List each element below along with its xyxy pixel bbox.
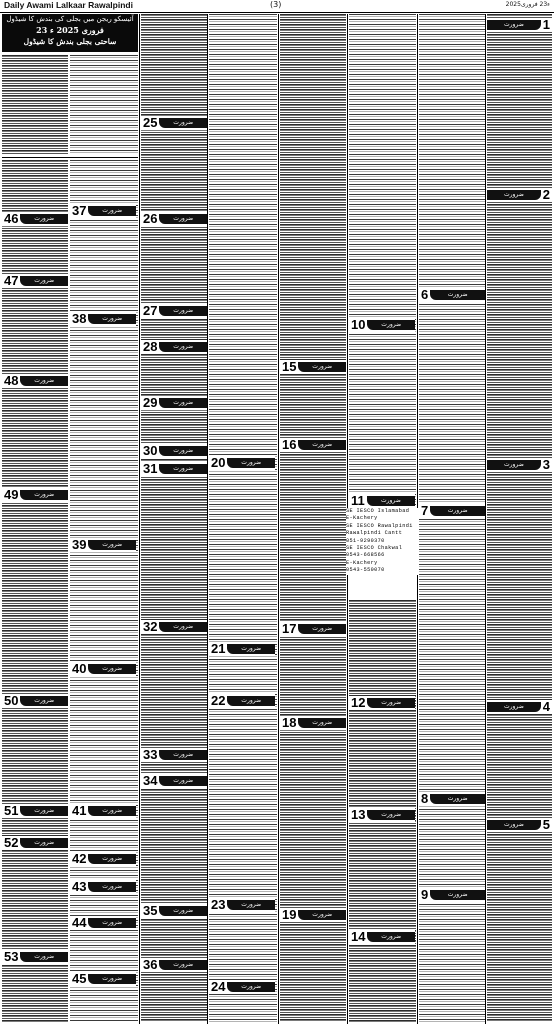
ad-category-tag: ضرورت <box>298 910 346 920</box>
article-text-column <box>2 160 68 1022</box>
ad-category-tag: ضرورت <box>159 118 207 128</box>
ad-number: 26 <box>143 211 158 226</box>
ad-number-marker <box>419 792 485 806</box>
ad-number-marker <box>141 774 207 788</box>
ad-number-marker <box>209 980 275 994</box>
ad-category-tag: ضرورت <box>298 362 346 372</box>
ad-category-tag: ضرورت <box>159 342 207 352</box>
ad-number: 35 <box>143 903 158 918</box>
ad-number: 32 <box>143 619 158 634</box>
ad-number: 9 <box>421 887 429 902</box>
ad-number-marker <box>2 274 68 288</box>
ad-number-marker <box>280 438 346 452</box>
ad-number: 25 <box>143 115 158 130</box>
article-text-column <box>2 55 68 155</box>
ad-category-tag: ضرورت <box>159 776 207 786</box>
ad-number: 44 <box>72 915 87 930</box>
ad-category-tag: ضرورت <box>88 664 136 674</box>
ad-number: 18 <box>282 715 297 730</box>
ad-number: 33 <box>143 747 158 762</box>
schedule-line-2: 23 فروری 2025 ء <box>36 25 104 35</box>
ad-category-tag: ضرورت <box>20 276 68 286</box>
ad-number-marker <box>487 18 552 32</box>
ad-category-tag: ضرورت <box>159 214 207 224</box>
ad-category-tag: ضرورت <box>227 982 275 992</box>
ad-category-tag: ضرورت <box>20 490 68 500</box>
ad-number: 17 <box>282 621 297 636</box>
ad-category-tag: ضرورت <box>367 810 415 820</box>
ad-number: 19 <box>282 907 297 922</box>
power-schedule-box <box>2 14 138 52</box>
ad-category-tag: ضرورت <box>88 918 136 928</box>
ad-category-tag: ضرورت <box>367 320 415 330</box>
ad-number: 27 <box>143 303 158 318</box>
ad-number-marker <box>2 488 68 502</box>
ad-category-tag: ضرورت <box>227 644 275 654</box>
ad-number-marker <box>487 818 552 832</box>
column-rule <box>485 14 486 1024</box>
ad-category-tag: ضرورت <box>159 398 207 408</box>
ad-number-marker <box>2 694 68 708</box>
page-number: (3) <box>270 0 282 9</box>
ad-number-marker <box>141 748 207 762</box>
ad-category-tag: ضرورت <box>298 440 346 450</box>
column-rule <box>278 14 279 1024</box>
ad-category-tag: ضرورت <box>430 890 485 900</box>
ad-number: 4 <box>542 699 550 714</box>
ad-category-tag: ضرورت <box>20 838 68 848</box>
ad-number: 38 <box>72 311 87 326</box>
ad-number-marker <box>487 458 552 472</box>
ad-category-tag: ضرورت <box>20 806 68 816</box>
ad-number-marker <box>209 898 275 912</box>
ad-number-marker <box>70 538 136 552</box>
ad-category-tag: ضرورت <box>430 290 485 300</box>
ad-number: 12 <box>351 695 366 710</box>
ad-number-marker <box>280 716 346 730</box>
article-text-column <box>487 14 552 1022</box>
contact-line: Rawalpindi Cantt <box>346 530 403 537</box>
ad-number-marker <box>487 188 552 202</box>
ad-number: 49 <box>4 487 19 502</box>
ad-category-tag: ضرورت <box>227 458 275 468</box>
article-text-column <box>70 55 138 155</box>
ad-number: 3 <box>542 457 550 472</box>
ad-number: 31 <box>143 461 158 476</box>
ad-number-marker <box>419 888 485 902</box>
ad-number: 34 <box>143 773 158 788</box>
ad-number-marker <box>70 916 136 930</box>
section-rule <box>2 157 138 158</box>
contact-line: 0543-668566 <box>346 552 385 559</box>
ad-number-marker <box>70 972 136 986</box>
contact-line: SE IESCO Chakwal <box>346 545 403 552</box>
ad-number-marker <box>141 958 207 972</box>
ad-number-marker <box>70 662 136 676</box>
ad-category-tag: ضرورت <box>227 696 275 706</box>
ad-number-marker <box>141 396 207 410</box>
ad-number-marker <box>349 696 415 710</box>
ad-number: 10 <box>351 317 366 332</box>
ad-number: 37 <box>72 203 87 218</box>
ad-number: 40 <box>72 661 87 676</box>
iesco-contact-box <box>346 508 418 575</box>
ad-category-tag: ضرورت <box>159 906 207 916</box>
ad-number: 52 <box>4 835 19 850</box>
ad-number: 1 <box>542 17 550 32</box>
ad-number-marker <box>70 804 136 818</box>
ad-number: 47 <box>4 273 19 288</box>
ad-number-marker <box>141 620 207 634</box>
ad-number: 21 <box>211 641 226 656</box>
ad-number: 5 <box>542 817 550 832</box>
ad-category-tag: ضرورت <box>88 974 136 984</box>
ad-category-tag: ضرورت <box>88 806 136 816</box>
ad-number: 28 <box>143 339 158 354</box>
ad-number-marker <box>2 212 68 226</box>
ad-number: 45 <box>72 971 87 986</box>
ad-number: 51 <box>4 803 19 818</box>
ad-number: 23 <box>211 897 226 912</box>
ad-number: 15 <box>282 359 297 374</box>
ad-number-marker <box>209 642 275 656</box>
ad-number: 2 <box>542 187 550 202</box>
ad-number-marker <box>280 622 346 636</box>
ad-category-tag: ضرورت <box>298 718 346 728</box>
ad-number: 41 <box>72 803 87 818</box>
ad-category-tag: ضرورت <box>367 932 415 942</box>
ad-number: 46 <box>4 211 19 226</box>
ad-category-tag: ضرورت <box>20 376 68 386</box>
ad-number-marker <box>141 340 207 354</box>
page-header <box>0 0 554 13</box>
column-rule <box>207 14 208 1024</box>
ad-category-tag: ضرورت <box>298 624 346 634</box>
contact-line: SE IESCO Islamabad <box>346 508 410 514</box>
newspaper-title: Daily Awami Lalkaar Rawalpindi <box>4 0 133 10</box>
ad-number: 8 <box>421 791 429 806</box>
ad-category-tag: ضرورت <box>20 696 68 706</box>
article-text-column <box>141 14 207 1022</box>
article-text-column <box>209 14 277 1022</box>
ad-category-tag: ضرورت <box>88 854 136 864</box>
ad-category-tag: ضرورت <box>159 622 207 632</box>
ad-number-marker <box>419 288 485 302</box>
contact-line: E-Kachery <box>346 515 378 522</box>
ad-category-tag: ضرورت <box>159 446 207 456</box>
ad-number: 43 <box>72 879 87 894</box>
ad-number: 7 <box>421 503 429 518</box>
ad-category-tag: ضرورت <box>430 506 485 516</box>
ad-category-tag: ضرورت <box>88 314 136 324</box>
ad-category-tag: ضرورت <box>487 20 541 30</box>
contact-line: E-Kachery <box>346 559 378 566</box>
schedule-line-1: آئیسکو ریجن میں بجلی کی بندش کا شیڈول <box>6 15 134 23</box>
ad-number: 14 <box>351 929 366 944</box>
ad-number-marker <box>280 360 346 374</box>
ad-number: 22 <box>211 693 226 708</box>
ad-category-tag: ضرورت <box>487 820 541 830</box>
ad-number: 13 <box>351 807 366 822</box>
ad-category-tag: ضرورت <box>20 952 68 962</box>
ad-number: 50 <box>4 693 19 708</box>
column-rule <box>139 14 140 1024</box>
ad-number-marker <box>70 204 136 218</box>
ad-number-marker <box>2 950 68 964</box>
ad-number-marker <box>141 444 207 458</box>
ad-category-tag: ضرورت <box>159 750 207 760</box>
ad-number-marker <box>349 808 415 822</box>
article-text-column <box>349 14 416 506</box>
ad-number: 11 <box>351 493 365 508</box>
ad-category-tag: ضرورت <box>430 794 485 804</box>
ad-number: 36 <box>143 957 158 972</box>
ad-category-tag: ضرورت <box>487 702 541 712</box>
ad-category-tag: ضرورت <box>487 460 541 470</box>
ad-category-tag: ضرورت <box>20 214 68 224</box>
ad-number-marker <box>349 930 415 944</box>
ad-number: 39 <box>72 537 87 552</box>
ad-number-marker <box>70 312 136 326</box>
ad-number: 20 <box>211 455 226 470</box>
ad-number: 53 <box>4 949 19 964</box>
schedule-line-3: ساحتی بجلی بندش کا شیڈول <box>23 37 117 46</box>
article-text-column <box>280 14 346 1022</box>
ad-number: 48 <box>4 373 19 388</box>
article-text-column <box>419 14 485 1022</box>
contact-line: SE IESCO Rawalpindi <box>346 522 413 529</box>
ad-category-tag: ضرورت <box>88 206 136 216</box>
ad-number-marker <box>280 908 346 922</box>
ad-number-marker <box>349 494 415 508</box>
ad-category-tag: ضرورت <box>159 960 207 970</box>
ad-number-marker <box>209 694 275 708</box>
ad-number-marker <box>141 904 207 918</box>
ad-number-marker <box>2 804 68 818</box>
ad-number-marker <box>487 700 552 714</box>
ad-category-tag: ضرورت <box>367 496 415 506</box>
ad-number: 6 <box>421 287 429 302</box>
ad-number-marker <box>141 116 207 130</box>
ad-number-marker <box>141 212 207 226</box>
ad-number-marker <box>419 504 485 518</box>
ad-number-marker <box>349 318 415 332</box>
ad-number-marker <box>209 456 275 470</box>
ad-category-tag: ضرورت <box>159 464 207 474</box>
ad-category-tag: ضرورت <box>227 900 275 910</box>
ad-number: 24 <box>211 979 226 994</box>
ad-number-marker <box>70 852 136 866</box>
ad-category-tag: ضرورت <box>487 190 541 200</box>
ad-number-marker <box>141 462 207 476</box>
ad-category-tag: ضرورت <box>88 540 136 550</box>
ad-number: 42 <box>72 851 87 866</box>
header-date: 2025ء23 فروری <box>505 1 550 8</box>
ad-number: 30 <box>143 443 158 458</box>
contact-line: 051-9290370 <box>346 537 385 544</box>
ad-category-tag: ضرورت <box>88 882 136 892</box>
ad-category-tag: ضرورت <box>367 698 415 708</box>
ad-number: 16 <box>282 437 297 452</box>
ad-category-tag: ضرورت <box>159 306 207 316</box>
ad-number-marker <box>2 374 68 388</box>
ad-number: 29 <box>143 395 158 410</box>
ad-number-marker <box>141 304 207 318</box>
ad-number-marker <box>70 880 136 894</box>
ad-number-marker <box>2 836 68 850</box>
contact-line: 0543-550070 <box>346 567 385 574</box>
